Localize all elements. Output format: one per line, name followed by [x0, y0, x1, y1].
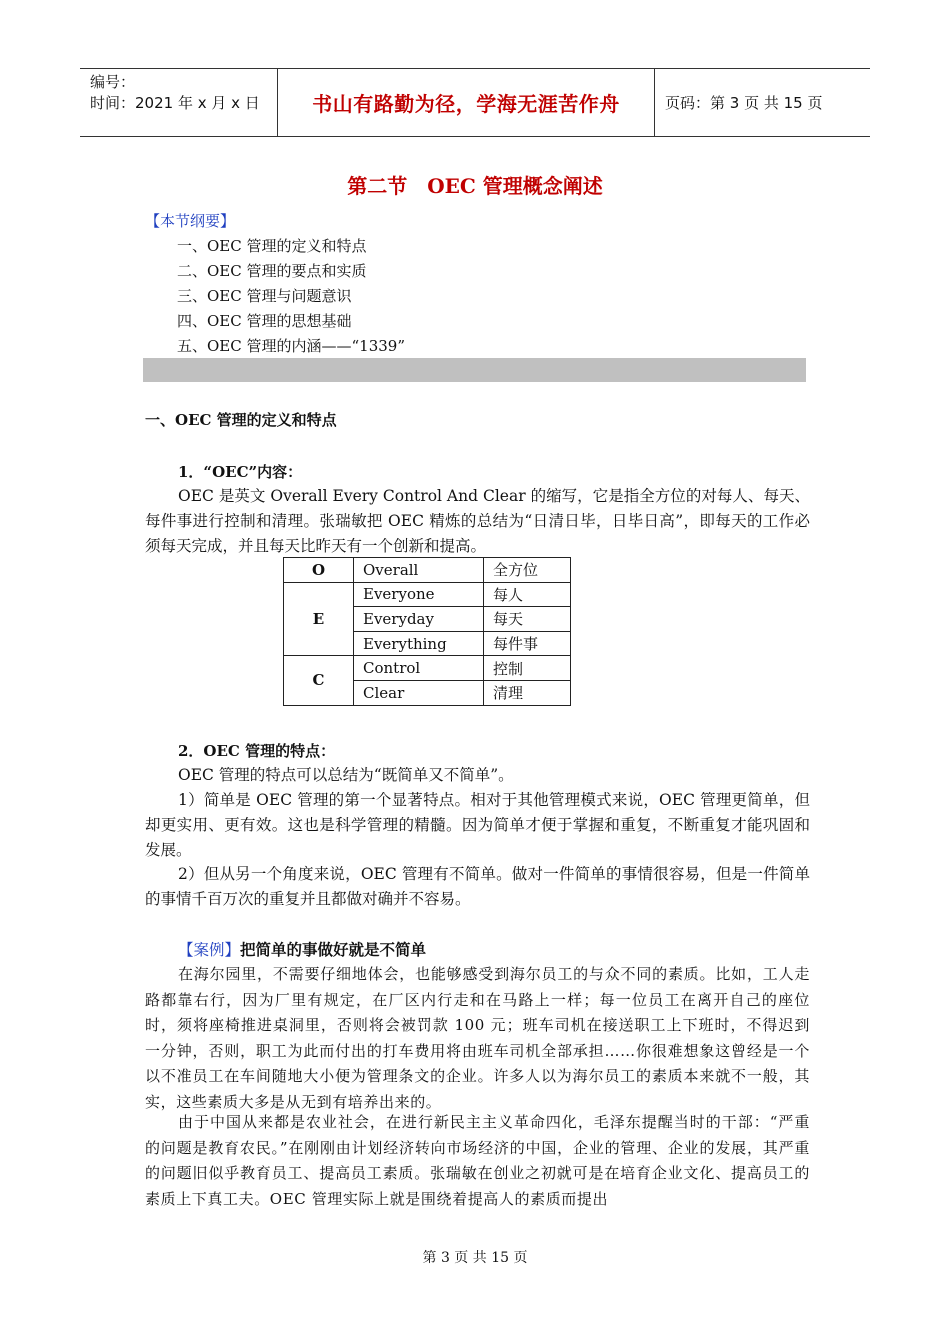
case-paragraph-2: 由于中国从来都是农业社会，在进行新民主主义革命四化，毛泽东提醒当时的干部：“严重的问题是教育农民。”在刚刚由计划经济转向市场经济的中国，企业的管理、企业的发展，其严重的问题旧似乎教育员工、提高员工素质。张瑞敏在创业之初就可是在培育企业文化、提高员工的素质上下真工夫。OEC 管理实际上就是围绕着提高人的素质而提出: [145, 1113, 810, 1208]
sub1-paragraph: OEC 是英文 Overall Every Control And Clear 的缩写，它是指全方位的对每人、每天、每件事进行控制和清理。张瑞敏把 OEC 精炼的总结为“日清日毕，日毕日高”，即每天的工作必须每天完成，并且每天比昨天有一个创新和提高。: [145, 487, 810, 555]
case-paragraph-1: 在海尔园里，不需要仔细地体会，也能够感受到海尔员工的与众不同的素质。比如，工人走路都靠右行，因为厂里有规定，在厂区内行走和在马路上一样；每一位员工在离开自己的座位时，须将座椅推进桌洞里，否则将会被罚款 100 元；班车司机在接送职工上下班时，不得迟到一分钟，否则，职工为此而付出的打车费用将由班车司机全部承担……你很难想象这曾经是一个以不准员工在车间随地大小便为管理条文的企业。许多人以为海尔员工的素质本来就不一般，其实，这些素质大多是从无到有培养出来的。: [145, 965, 810, 1111]
table-cell-en: Clear: [354, 680, 484, 705]
outline-item: 五、OEC 管理的内涵——“1339”: [177, 337, 406, 355]
table-cell-en: Everyday: [354, 607, 484, 632]
table-cell-cn: 清理: [484, 680, 571, 705]
table-cell-en: Everything: [354, 631, 484, 656]
table-key-e: E: [284, 582, 354, 656]
outline-item: 一、OEC 管理的定义和特点: [177, 237, 367, 255]
table-row: [284, 582, 571, 607]
table-cell-cn: 全方位: [484, 558, 571, 583]
sub2-paragraph-1: OEC 管理的特点可以总结为“既简单又不简单”。: [178, 766, 514, 784]
table-cell-cn: 每件事: [484, 631, 571, 656]
table-row: [284, 558, 571, 583]
table-key-o: O: [284, 558, 354, 583]
outline-item: 四、OEC 管理的思想基础: [177, 312, 352, 330]
sub1-heading: 1．“OEC”内容：: [178, 463, 303, 481]
section-title: 第二节 OEC 管理概念阐述: [347, 174, 603, 198]
divider-bar: [143, 358, 806, 382]
header-code-label: 编号：: [90, 73, 136, 91]
header-date: 时间：2021 年 x 月 x 日: [90, 94, 260, 112]
part1-heading: 一、OEC 管理的定义和特点: [145, 411, 337, 429]
page-footer: 第 3 页 共 15 页: [422, 1250, 528, 1266]
table-cell-cn: 控制: [484, 656, 571, 681]
case-label: 【案例】: [178, 941, 241, 959]
outline-item: 二、OEC 管理的要点和实质: [177, 262, 367, 280]
table-cell-en: Everyone: [354, 582, 484, 607]
case-title: 把简单的事做好就是不简单: [240, 940, 427, 959]
outline-label: 【本节纲要】: [145, 212, 236, 230]
case-heading: [178, 938, 426, 960]
table-cell-cn: 每天: [484, 607, 571, 632]
table-cell-en: Control: [354, 656, 484, 681]
sub2-paragraph-2: 1）简单是 OEC 管理的第一个显著特点。相对于其他管理模式来说，OEC 管理更简单，但却更实用、更有效。这也是科学管理的精髓。因为简单才便于掌握和重复，不断重复才能巩固和发展。: [145, 791, 810, 859]
header-motto: 书山有路勤为径，学海无涯苦作舟: [278, 69, 655, 136]
table-row: [284, 656, 571, 681]
sub2-paragraph-3: 2）但从另一个角度来说，OEC 管理有不简单。做对一件简单的事情很容易，但是一件简单的事情千百万次的重复并且都做对确并不容易。: [145, 865, 810, 908]
table-cell-cn: 每人: [484, 582, 571, 607]
table-cell-en: Overall: [354, 558, 484, 583]
page-header: [80, 68, 870, 137]
outline-item: 三、OEC 管理与问题意识: [177, 287, 352, 305]
table-key-c: C: [284, 656, 354, 705]
sub2-heading: 2．OEC 管理的特点：: [178, 742, 336, 760]
header-meta: [80, 69, 278, 136]
header-page-info: 页码：第 3 页 共 15 页: [665, 94, 823, 112]
oec-table: [283, 557, 571, 706]
